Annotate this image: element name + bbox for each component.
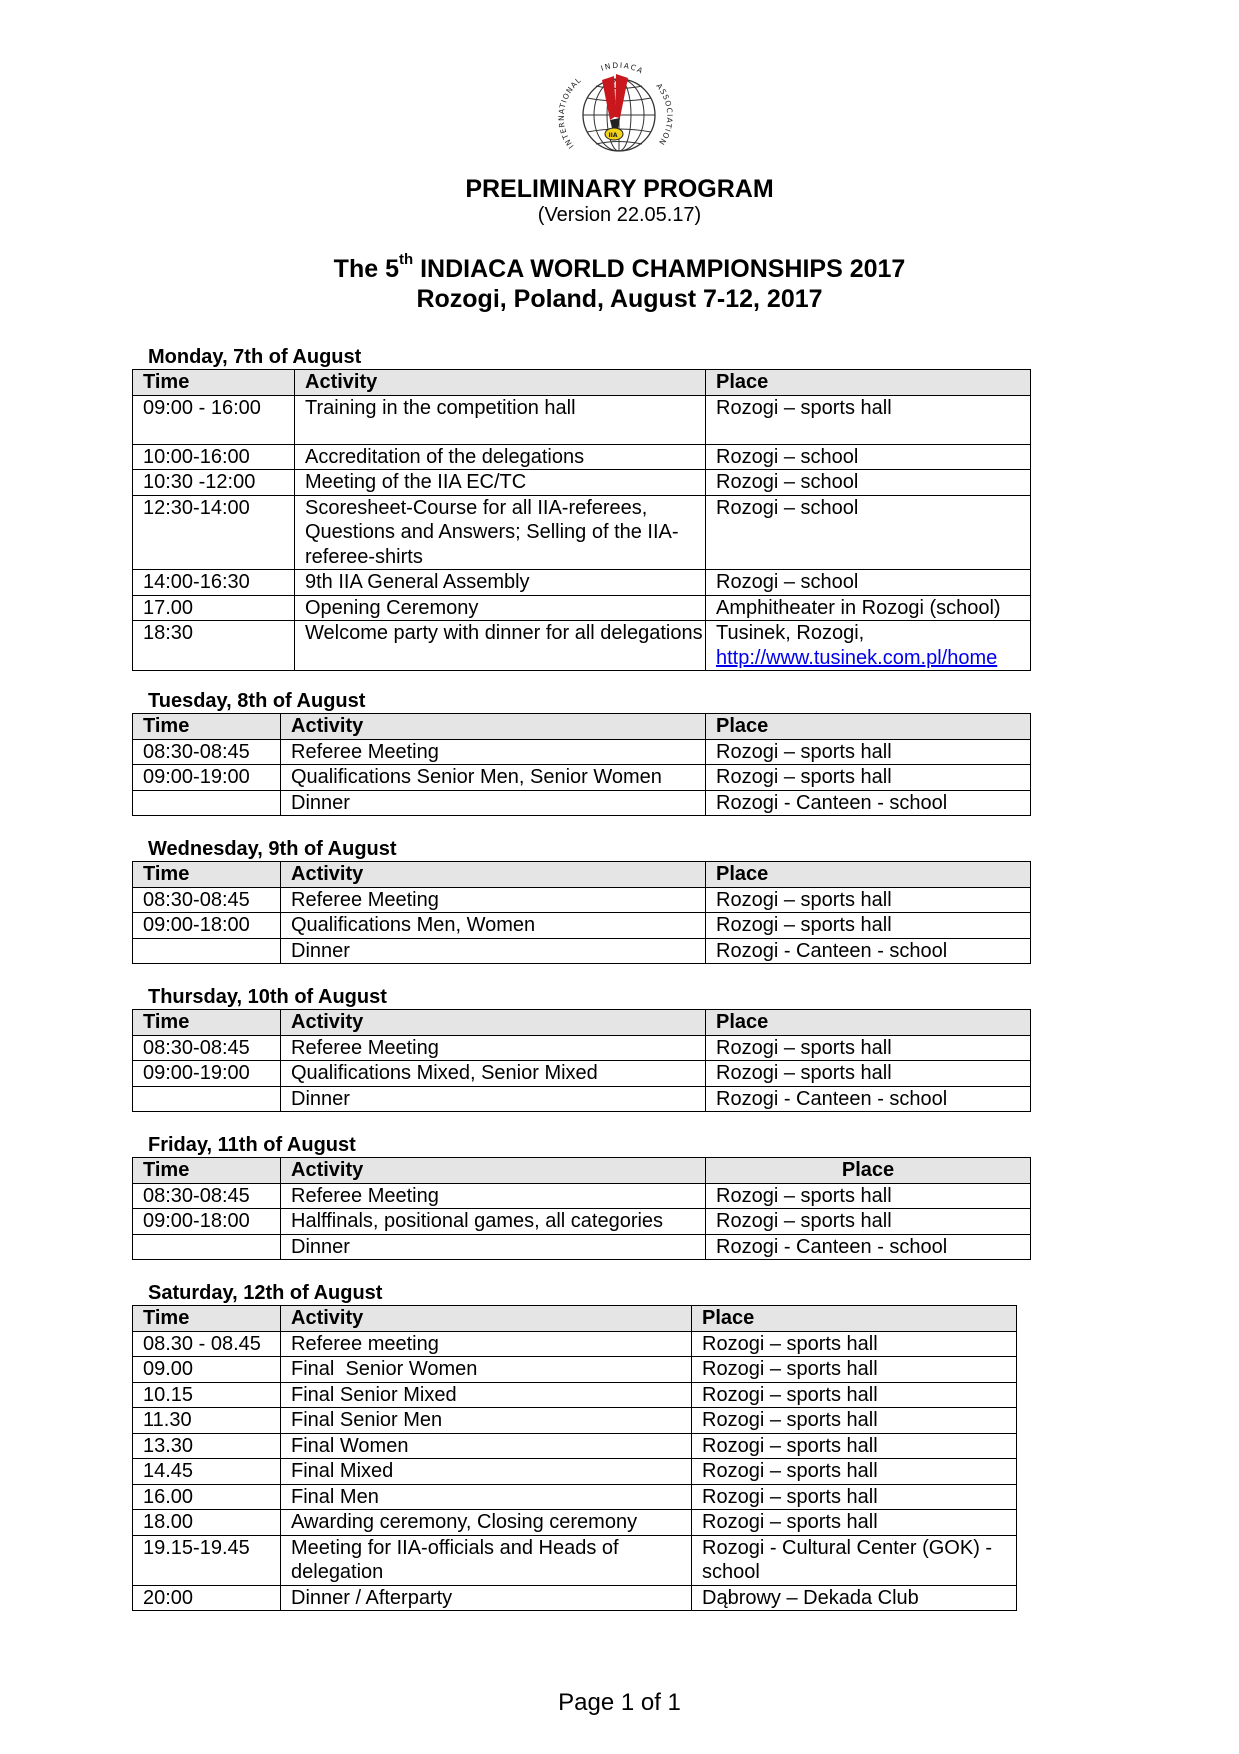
column-header-time: Time <box>133 1010 281 1036</box>
cell-activity: Qualifications Senior Men, Senior Women <box>281 765 706 791</box>
cell-activity: Referee Meeting <box>281 1183 706 1209</box>
cell-place: Dąbrowy – Dekada Club <box>692 1585 1017 1611</box>
cell-time: 09.00 <box>133 1357 281 1383</box>
cell-time: 19.15-19.45 <box>133 1535 281 1585</box>
cell-activity: Referee Meeting <box>281 887 706 913</box>
table-row <box>133 1183 1031 1209</box>
table-row <box>133 1382 1017 1408</box>
cell-activity: Referee meeting <box>281 1331 692 1357</box>
page-number: Page 1 of 1 <box>558 1689 681 1716</box>
cell-place: Rozogi – sports hall <box>706 887 1031 913</box>
table-row <box>133 1209 1031 1235</box>
cell-time: 09:00-19:00 <box>133 765 281 791</box>
cell-activity: Final Women <box>281 1433 692 1459</box>
logo-badge: IIA <box>608 132 618 139</box>
cell-activity: Dinner <box>281 790 706 816</box>
table-row <box>133 765 1031 791</box>
table-row <box>133 1484 1017 1510</box>
table-header-row <box>133 862 1031 888</box>
cell-place: Rozogi – sports hall <box>692 1459 1017 1485</box>
cell-place: Rozogi - Cultural Center (GOK) - school <box>692 1535 1017 1585</box>
schedule-table <box>132 1009 1031 1112</box>
table-header-row <box>133 1306 1017 1332</box>
cell-activity: Accreditation of the delegations <box>295 444 706 470</box>
cell-activity: Training in the competition hall <box>295 395 706 444</box>
indiaca-shuttle-icon <box>602 74 628 140</box>
column-header-time: Time <box>133 370 295 396</box>
column-header-place: Place <box>706 714 1031 740</box>
cell-activity: Halffinals, positional games, all categories <box>281 1209 706 1235</box>
cell-time: 09:00-18:00 <box>133 913 281 939</box>
column-header-place: Place <box>706 862 1031 888</box>
cell-place: Rozogi – school <box>706 495 1031 570</box>
schedule-table <box>132 369 1031 671</box>
cell-place: Rozogi – sports hall <box>706 1183 1031 1209</box>
table-row <box>133 1331 1017 1357</box>
column-header-activity: Activity <box>281 1306 692 1332</box>
column-header-activity: Activity <box>281 714 706 740</box>
day-title: Wednesday, 9th of August <box>148 838 397 860</box>
table-row <box>133 470 1031 496</box>
cell-time <box>133 1234 281 1260</box>
svg-text:INDIACA <box>600 61 646 76</box>
cell-activity: Scoresheet-Course for all IIA-referees, Questions and Answers; Selling of the IIA-referee-shirts <box>295 495 706 570</box>
cell-time <box>133 1086 281 1112</box>
cell-time: 08.30 - 08.45 <box>133 1331 281 1357</box>
cell-time: 16.00 <box>133 1484 281 1510</box>
cell-time: 18.00 <box>133 1510 281 1536</box>
column-header-activity: Activity <box>281 1010 706 1036</box>
cell-time: 08:30-08:45 <box>133 1035 281 1061</box>
cell-place: Rozogi – sports hall <box>706 1061 1031 1087</box>
cell-place: Rozogi – school <box>706 444 1031 470</box>
table-row <box>133 570 1031 596</box>
cell-place: Rozogi – sports hall <box>692 1408 1017 1434</box>
table-header-row <box>133 1010 1031 1036</box>
day-title: Saturday, 12th of August <box>148 1282 383 1304</box>
table-row <box>133 1035 1031 1061</box>
cell-place: Rozogi – sports hall <box>706 913 1031 939</box>
column-header-activity: Activity <box>295 370 706 396</box>
schedule-table <box>132 713 1031 816</box>
column-header-time: Time <box>133 862 281 888</box>
table-row <box>133 1510 1017 1536</box>
cell-time: 09:00-18:00 <box>133 1209 281 1235</box>
cell-time: 13.30 <box>133 1433 281 1459</box>
cell-time <box>133 790 281 816</box>
table-row <box>133 1585 1017 1611</box>
table-row <box>133 621 1031 671</box>
cell-activity: Final Mixed <box>281 1459 692 1485</box>
cell-time: 14:00-16:30 <box>133 570 295 596</box>
table-row <box>133 1086 1031 1112</box>
table-header-row <box>133 370 1031 396</box>
table-row <box>133 1234 1031 1260</box>
cell-place: Rozogi – sports hall <box>692 1331 1017 1357</box>
cell-place: Rozogi – school <box>706 570 1031 596</box>
svg-text:ASSOCIATION <box>654 82 674 148</box>
day-title: Monday, 7th of August <box>148 346 362 368</box>
cell-activity: Referee Meeting <box>281 739 706 765</box>
cell-place: Rozogi – sports hall <box>706 1209 1031 1235</box>
column-header-place: Place <box>706 1158 1031 1184</box>
day-title: Thursday, 10th of August <box>148 986 387 1008</box>
cell-time: 08:30-08:45 <box>133 887 281 913</box>
cell-place: Rozogi – sports hall <box>706 1035 1031 1061</box>
cell-place: Rozogi - Canteen - school <box>706 1086 1031 1112</box>
table-row <box>133 913 1031 939</box>
cell-place: Rozogi – sports hall <box>692 1357 1017 1383</box>
cell-activity: Final Senior Men <box>281 1408 692 1434</box>
document-title: PRELIMINARY PROGRAM <box>465 175 774 203</box>
cell-place: Rozogi – sports hall <box>692 1433 1017 1459</box>
table-row <box>133 1459 1017 1485</box>
cell-activity: Welcome party with dinner for all delegations <box>295 621 706 671</box>
cell-time: 09:00 - 16:00 <box>133 395 295 444</box>
cell-place: Rozogi - Canteen - school <box>706 1234 1031 1260</box>
table-header-row <box>133 1158 1031 1184</box>
cell-time: 10:30 -12:00 <box>133 470 295 496</box>
cell-activity: Dinner <box>281 1234 706 1260</box>
schedule-table <box>132 1305 1017 1611</box>
column-header-activity: Activity <box>281 862 706 888</box>
day-title: Tuesday, 8th of August <box>148 690 366 712</box>
cell-time: 12:30-14:00 <box>133 495 295 570</box>
cell-activity: Meeting for IIA-officials and Heads of delegation <box>281 1535 692 1585</box>
cell-activity: Dinner <box>281 938 706 964</box>
cell-place: Rozogi – sports hall <box>692 1510 1017 1536</box>
cell-activity: Final Senior Mixed <box>281 1382 692 1408</box>
logo-arc-text-right: ASSOCIATION <box>654 81 675 148</box>
cell-time: 08:30-08:45 <box>133 1183 281 1209</box>
place-text: Tusinek, Rozogi, <box>716 622 865 644</box>
column-header-time: Time <box>133 1158 281 1184</box>
schedule-table <box>132 1157 1031 1260</box>
event-title-suffix: INDIACA WORLD CHAMPIONSHIPS 2017 <box>413 255 906 283</box>
cell-activity: 9th IIA General Assembly <box>295 570 706 596</box>
table-row <box>133 938 1031 964</box>
cell-place: Amphitheater in Rozogi (school) <box>706 595 1031 621</box>
column-header-time: Time <box>133 1306 281 1332</box>
column-header-place: Place <box>706 370 1031 396</box>
cell-time: 10:00-16:00 <box>133 444 295 470</box>
tusinek-website-link[interactable]: http://www.tusinek.com.pl/home <box>716 646 998 669</box>
table-row <box>133 887 1031 913</box>
column-header-place: Place <box>706 1010 1031 1036</box>
event-location: Rozogi, Poland, August 7-12, 2017 <box>416 285 823 313</box>
event-title-ordinal: th <box>398 251 414 268</box>
table-row <box>133 790 1031 816</box>
day-title: Friday, 11th of August <box>148 1134 356 1156</box>
column-header-place: Place <box>692 1306 1017 1332</box>
cell-time: 17.00 <box>133 595 295 621</box>
cell-place: Rozogi - Canteen - school <box>706 938 1031 964</box>
cell-place <box>706 621 1031 671</box>
table-row <box>133 595 1031 621</box>
cell-place: Rozogi – sports hall <box>706 395 1031 444</box>
logo-arc-text-top: INDIACA <box>599 60 646 76</box>
column-header-time: Time <box>133 714 281 740</box>
table-row <box>133 1433 1017 1459</box>
column-header-activity: Activity <box>281 1158 706 1184</box>
cell-place: Rozogi – sports hall <box>706 739 1031 765</box>
cell-time: 20:00 <box>133 1585 281 1611</box>
table-row <box>133 1535 1017 1585</box>
cell-activity: Opening Ceremony <box>295 595 706 621</box>
cell-activity: Meeting of the IIA EC/TC <box>295 470 706 496</box>
table-header-row <box>133 714 1031 740</box>
table-row <box>133 739 1031 765</box>
schedule-table <box>132 861 1031 964</box>
cell-time: 18:30 <box>133 621 295 671</box>
cell-activity: Awarding ceremony, Closing ceremony <box>281 1510 692 1536</box>
cell-place: Rozogi – sports hall <box>692 1382 1017 1408</box>
cell-place: Rozogi – school <box>706 470 1031 496</box>
document-version: (Version 22.05.17) <box>537 204 702 226</box>
table-row <box>133 495 1031 570</box>
cell-time: 08:30-08:45 <box>133 739 281 765</box>
table-row <box>133 444 1031 470</box>
cell-place: Rozogi – sports hall <box>692 1484 1017 1510</box>
cell-place: Rozogi - Canteen - school <box>706 790 1031 816</box>
cell-time: 09:00-19:00 <box>133 1061 281 1087</box>
event-title-prefix: The 5 <box>333 255 399 283</box>
table-row <box>133 395 1031 444</box>
event-title <box>0 251 1239 284</box>
cell-time: 11.30 <box>133 1408 281 1434</box>
cell-time <box>133 938 281 964</box>
iia-logo <box>552 58 682 170</box>
cell-activity: Final Men <box>281 1484 692 1510</box>
table-row <box>133 1061 1031 1087</box>
table-row <box>133 1357 1017 1383</box>
svg-text:INTERNATIONAL <box>557 75 583 150</box>
cell-activity: Dinner / Afterparty <box>281 1585 692 1611</box>
cell-time: 14.45 <box>133 1459 281 1485</box>
cell-activity: Dinner <box>281 1086 706 1112</box>
cell-activity: Final Senior Women <box>281 1357 692 1383</box>
cell-activity: Qualifications Mixed, Senior Mixed <box>281 1061 706 1087</box>
cell-place: Rozogi – sports hall <box>706 765 1031 791</box>
cell-activity: Qualifications Men, Women <box>281 913 706 939</box>
cell-time: 10.15 <box>133 1382 281 1408</box>
cell-activity: Referee Meeting <box>281 1035 706 1061</box>
table-row <box>133 1408 1017 1434</box>
logo-arc-text-left: INTERNATIONAL <box>556 75 584 151</box>
